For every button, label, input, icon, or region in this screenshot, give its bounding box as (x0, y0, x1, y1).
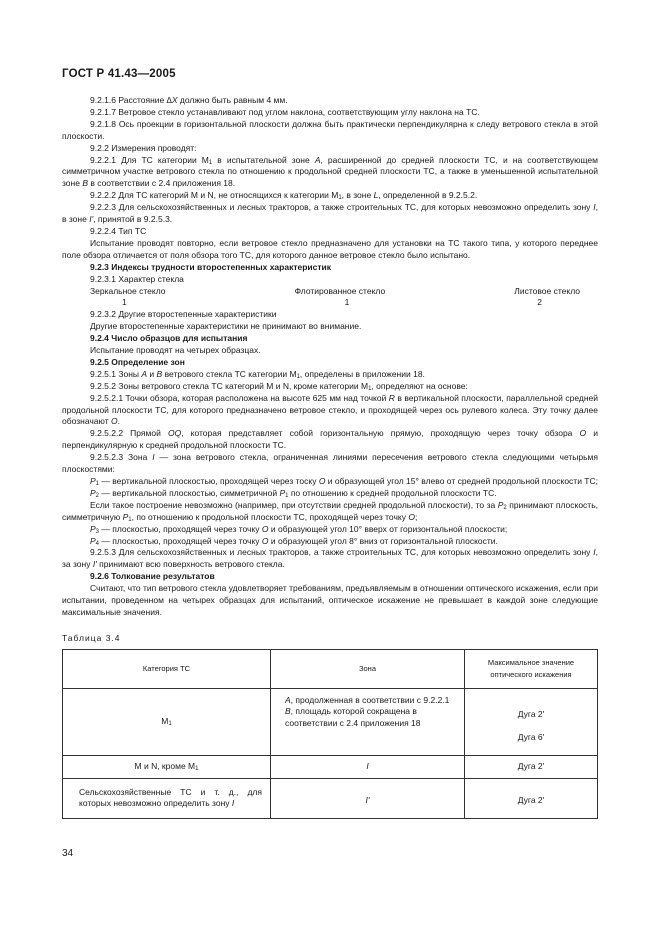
body-text (62, 95, 598, 819)
glass-type-sheet: Листовое стекло (514, 285, 580, 296)
max-zone-a: Дуга 2' (517, 708, 545, 719)
glass-type-float: Флотированное стекло (294, 285, 386, 296)
para-9252: 9.2.5.2 Зоны ветрового стекла ТС категорий М и N, кроме категории $М_1$, определяют на основе: (90, 380, 468, 392)
cell-category-agri: Сельскохозяйственные ТС и т. д., для которых невозможно определить зону I (63, 778, 271, 818)
cell-zone-i: I (271, 755, 465, 778)
glass-index-mirror: 1 (122, 297, 127, 308)
para-922: 9.2.2 Измерения проводят: (90, 142, 197, 153)
heading-923: 9.2.3 Индексы трудности второстепенных характеристик (90, 261, 331, 272)
para-plane-p4: $P_4$ — плоскостью, проходящей через точку О и образующей угол 8° вниз от горизонтальной плоскости. (90, 535, 498, 547)
cell-max-ab (465, 688, 598, 755)
cell-zone-i-prime: I' (271, 778, 465, 818)
para-9253: 9.2.5.3 Для сельскохозяйственных и лесных тракторов, а также строительных ТС, для которых невозможно определить зону I, за зону I' принимают всю поверхность ветрового стекла. (62, 547, 598, 570)
para-92523: 9.2.5.2.3 Зона I — зона ветрового стекла, ограниченная линиями пересечения ветрового стекла следующими четырьмя плоскостями: (62, 452, 598, 475)
heading-925: 9.2.5 Определение зон (90, 356, 185, 367)
zone-a-text: A, продолженная в соответствии с 9.2.2.1 (285, 694, 450, 705)
page-header: ГОСТ Р 41.43—2005 (62, 68, 176, 80)
glass-index-sheet: 2 (537, 297, 542, 308)
para-9217: 9.2.1.7 Ветровое стекло устанавливают под углом наклона, соответствующим углу наклона на ТС. (90, 106, 480, 117)
max-zone-b: Дуга 6' (517, 732, 545, 743)
para-9224-text: Испытание проводят повторно, если ветровое стекло предназначено для установки на ТС такого типа, у которого переднее поле обзора отличается от поля обзора того ТС, для которого данное ветровое стекло было испытано. (62, 237, 598, 260)
para-9224: 9.2.2.4 Тип ТС (90, 225, 147, 236)
zone-b-text: В, площадь которой сокращена в соответствии с 2.4 приложения 18 (285, 706, 421, 728)
para-924-text: Испытание проводят на четырех образцах. (90, 345, 261, 356)
glass-types-row (62, 286, 598, 298)
glass-index-float: 1 (344, 297, 350, 308)
cell-zone-ab (271, 688, 465, 755)
page-number: 34 (62, 848, 74, 859)
table-caption: Таблица 3.4 (62, 632, 121, 643)
cell-category-m1: $М_1$ (63, 688, 271, 755)
para-9232: 9.2.3.2 Другие второстепенные характеристики (90, 309, 277, 320)
cell-max-i-prime: Дуга 2' (465, 778, 598, 818)
para-plane-note: Если такое построение невозможно (например, при отсутствии средней продольной плоскости), то за $P_2$ принимают плоскость, симметричную $P_1$, по отношению к продольной плоскости ТС, проходящей через точку О; (62, 499, 598, 523)
heading-926: 9.2.6 Толкование результатов (90, 571, 215, 582)
para-92521: 9.2.5.2.1 Точки обзора, которая расположена на высоте 625 мм над точкой R в вертикальной плоскости, параллельной средней продольной плоскости ТС, для которого предназначено ветровое стекло, и проходящей через ось рулевого колеса. Эту точку далее обозначают О. (62, 392, 598, 427)
para-9216: 9.2.1.6 Расстояние ∆X должно быть равным 4 мм. (90, 95, 288, 105)
para-9222: 9.2.2.2 Для ТС категорий М и N, не относящихся к категории $М_1$, в зоне L, определенной в 9.2.5.2. (90, 190, 478, 202)
para-plane-p2: $P_2$ — вертикальной плоскостью, симметричной $P_1$ по отношению к средней продольной плоскости ТС. (90, 487, 497, 499)
heading-924: 9.2.4 Число образцов для испытания (90, 333, 248, 344)
glass-type-mirror: Зеркальное стекло (90, 285, 166, 296)
th-zone: Зона (271, 649, 465, 688)
table-row (63, 755, 598, 778)
table-row (63, 778, 598, 818)
para-9218: 9.2.1.8 Ось проекции в горизонтальной плоскости должна быть практически перпендикулярна к следу ветрового стекла в этой плоскости. (62, 118, 598, 141)
table-row (63, 688, 598, 755)
table-header-row (63, 649, 598, 688)
cell-category-mn: М и N, кроме $М_1$ (63, 755, 271, 778)
para-plane-p3: $P_3$ — плоскостью, проходящей через точку О и образующей угол 10° вверх от горизонтальной плоскости; (90, 523, 508, 535)
para-9223: 9.2.2.3 Для сельскохозяйственных и лесных тракторов, а также строительных ТС, для которых невозможно определить зону I, в зоне I', принятой в 9.2.5.3. (62, 202, 598, 225)
para-92522: 9.2.5.2.2 Прямой OQ, которая представляет собой горизонтальную прямую, проходящую через точку обзора О и перпендикулярную к средней продольной плоскости ТС. (62, 428, 598, 451)
para-9221: 9.2.2.1 Для ТС категории $М_1$ в испытательной зоне A, расширенной до средней плоскости ТС, и на соответствующем симметричном участке ветрового стекла по отношению к продольной средней плоскости ТС, а также в уменьшенной испытательной зоне В в соответствии с 2.4 приложения 18. (62, 154, 599, 189)
th-max-distortion: Максимальное значение оптического искажения (465, 649, 598, 688)
glass-indices-row (62, 297, 598, 309)
cell-max-i: Дуга 2' (465, 755, 598, 778)
para-926-text: Считают, что тип ветрового стекла удовлетворяет требованиям, предъявляемым в отношении оптического искажения, если при испытании, проведенном на четырех образцах для испытаний, оптическое искажение не превышает в каждой зоне следующие максимальные значения. (62, 583, 598, 617)
para-9251: 9.2.5.1 Зоны A и В ветрового стекла ТС категории $М_1$, определены в приложении 18. (90, 368, 425, 380)
para-9231: 9.2.3.1 Характер стекла (90, 273, 184, 284)
para-plane-p1: $P_1$ — вертикальной плоскостью, проходящей через тоску О и образующей угол 15° влево от средней продольной плоскости ТС; (90, 476, 598, 487)
distortion-table (62, 649, 598, 819)
para-9232-text: Другие второстепенные характеристики не принимают во внимание. (90, 321, 362, 332)
th-category: Категория ТС (63, 649, 271, 688)
